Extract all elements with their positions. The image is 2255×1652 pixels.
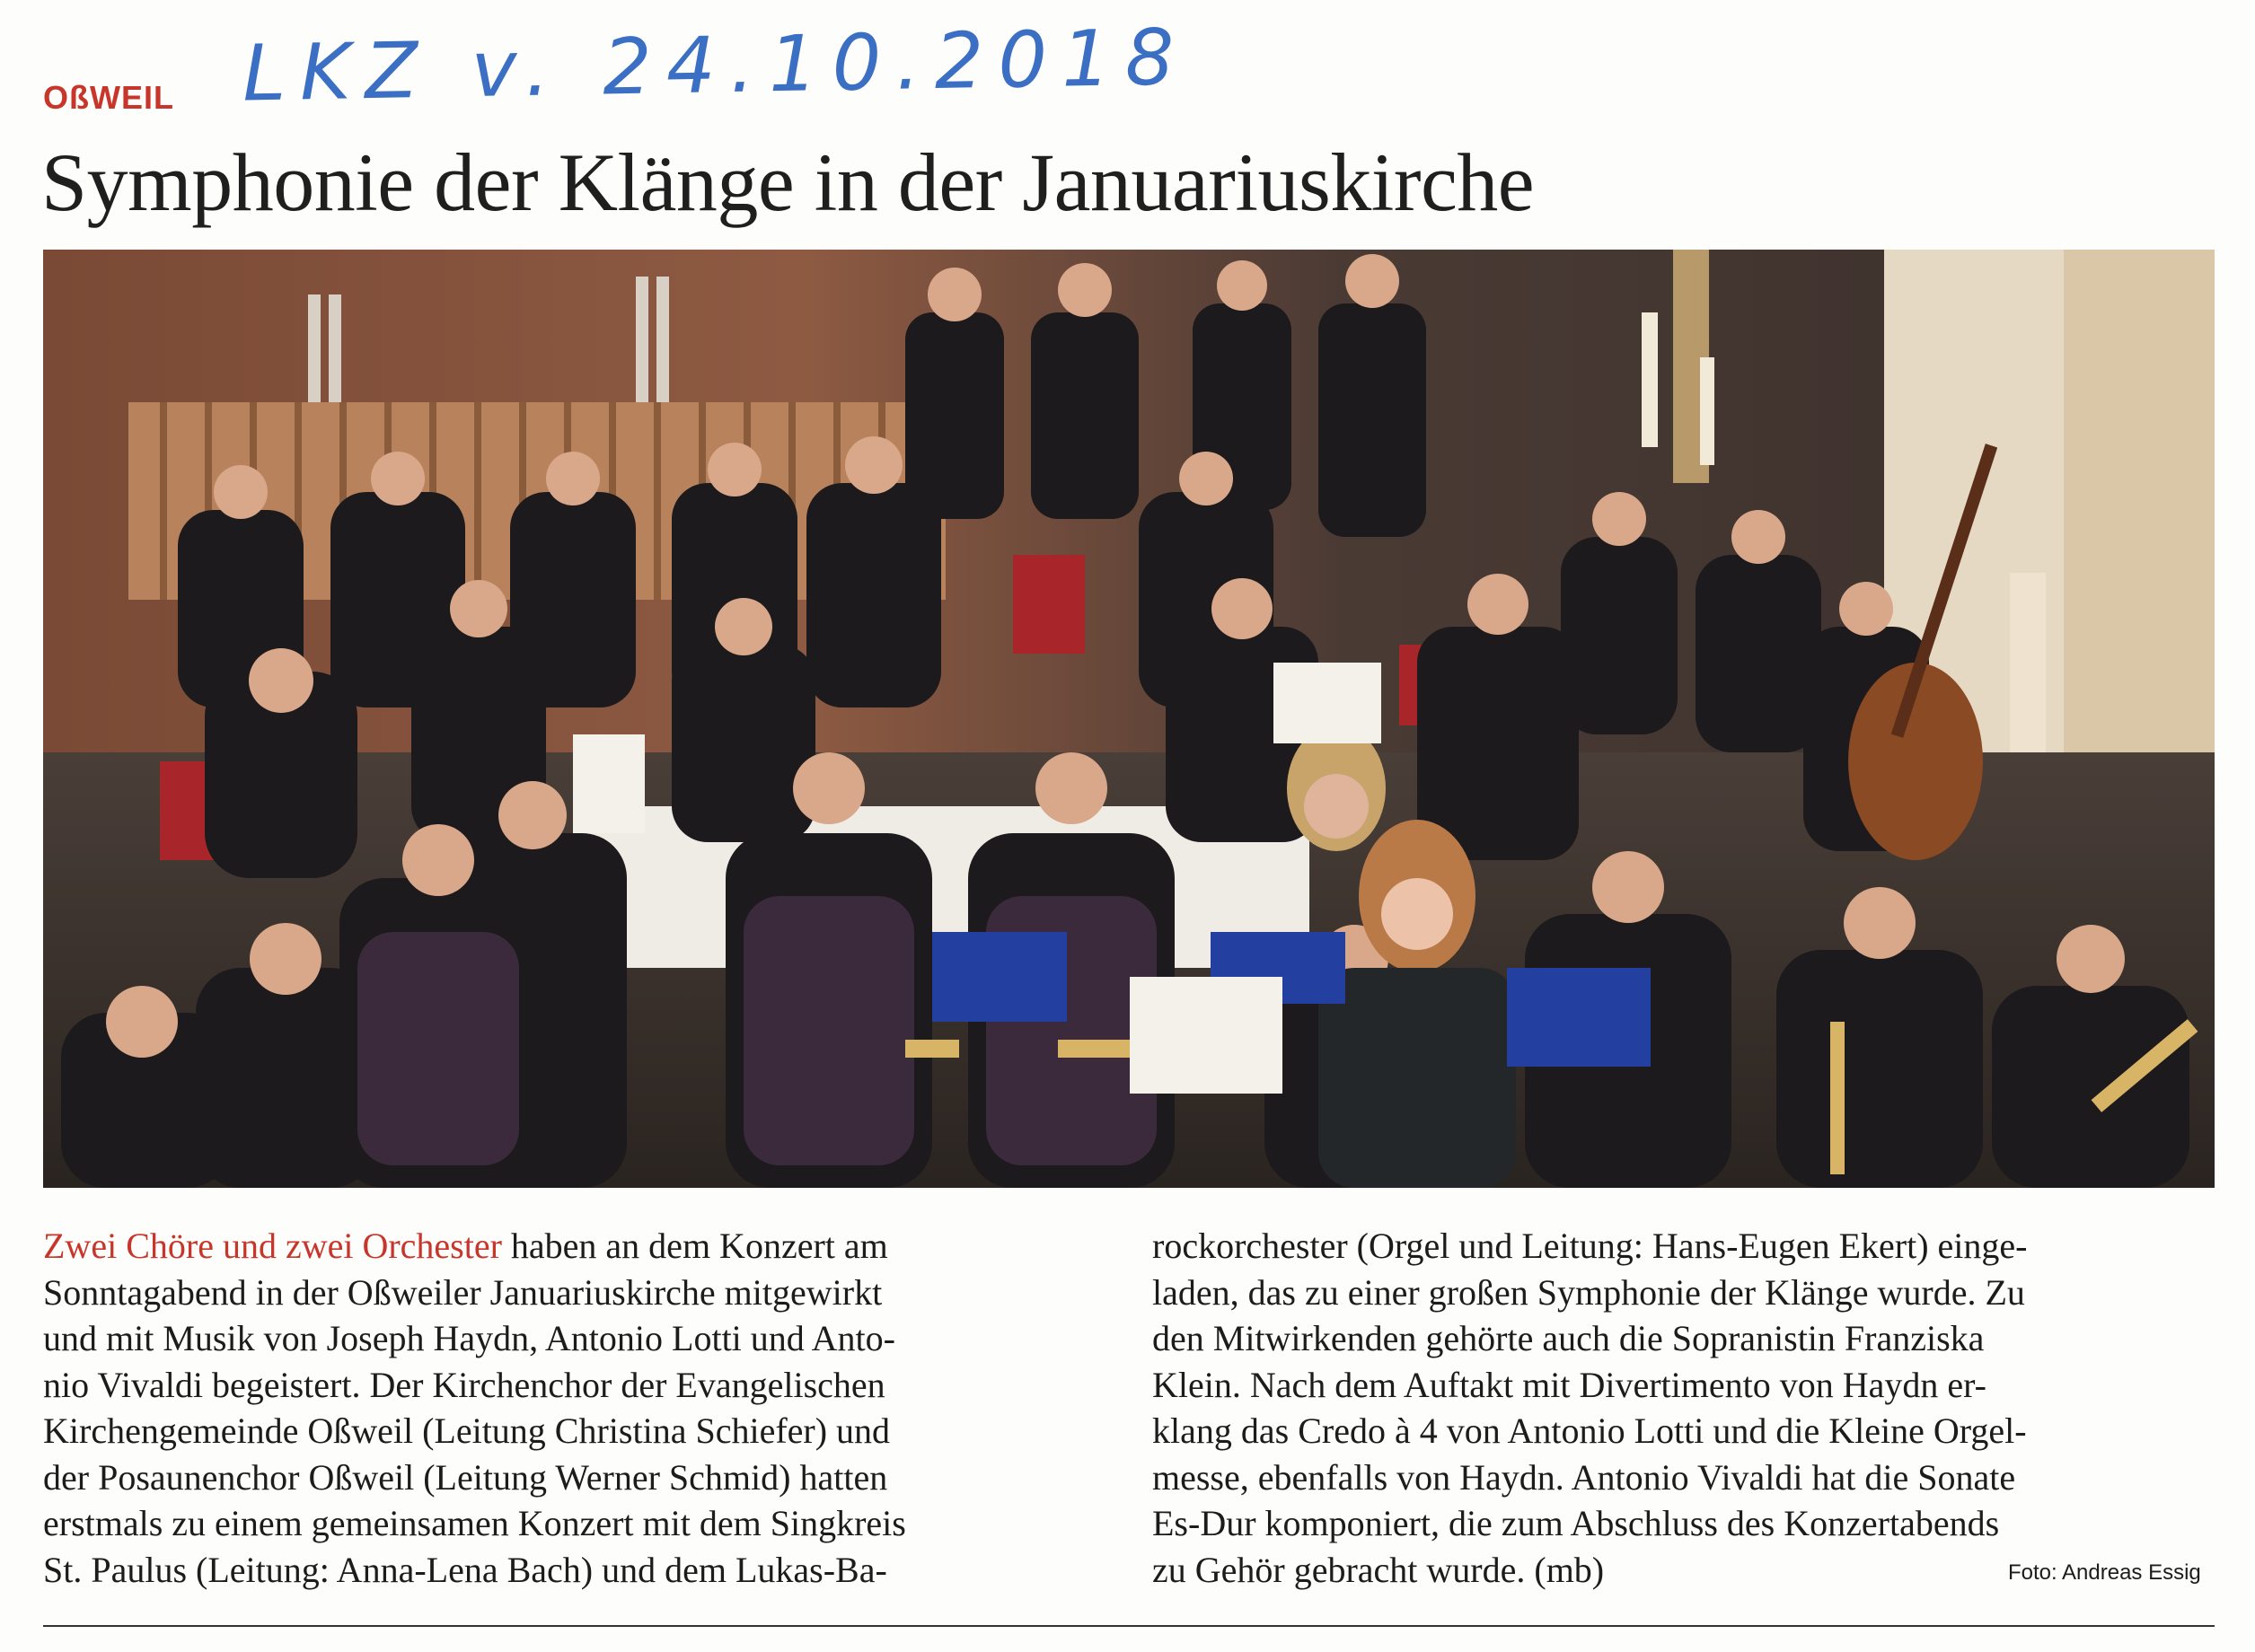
- article-line: laden, das zu einer großen Symphonie der Klänge wurde. Zu: [1152, 1271, 2025, 1313]
- article-line: rockorchester (Orgel und Leitung: Hans-Eugen Ekert) einge-: [1152, 1226, 2028, 1266]
- article-line: der Posaunenchor Oßweil (Leitung Werner Schmid) hatten: [43, 1456, 888, 1498]
- article-headline: Symphonie der Klänge in der Januariuskirche: [41, 136, 1535, 228]
- article-line: Klein. Nach dem Auftakt mit Divertimento von Haydn er-: [1152, 1364, 1986, 1405]
- article-line: Zwei Chöre und zwei Orchester haben an dem Konzert am: [43, 1226, 888, 1266]
- article-line: Sonntagabend in der Oßweiler Januariuskirche mitgewirkt: [43, 1271, 883, 1313]
- location-kicker: OßWEIL: [43, 79, 174, 116]
- article-line: Kirchengemeinde Oßweil (Leitung Christina Schiefer) und: [43, 1410, 891, 1451]
- article-column-2: [1152, 1223, 2230, 1593]
- article-column-1: [43, 1223, 1121, 1593]
- article-line: nio Vivaldi begeistert. Der Kirchenchor der Evangelischen: [43, 1364, 885, 1405]
- article-line: zu Gehör gebracht wurde. (mb): [1152, 1549, 1605, 1590]
- handwritten-date-note: LKZ v. 24.10.2018: [242, 13, 1190, 119]
- article-line: klang das Credo à 4 von Antonio Lotti und die Kleine Orgel-: [1152, 1410, 2027, 1451]
- concert-photo-illustration: [43, 250, 2215, 1188]
- article-line: messe, ebenfalls von Haydn. Antonio Vivaldi hat die Sonate: [1152, 1456, 2016, 1498]
- bottom-divider: [43, 1625, 2215, 1627]
- article-line: erstmals zu einem gemeinsamen Konzert mit dem Singkreis: [43, 1503, 906, 1543]
- article-line: St. Paulus (Leitung: Anna-Lena Bach) und dem Lukas-Ba-: [43, 1549, 887, 1590]
- article-line: und mit Musik von Joseph Haydn, Antonio Lotti und Anto-: [43, 1318, 895, 1358]
- article-line: den Mitwirkenden gehörte auch die Sopranistin Franziska: [1152, 1318, 1985, 1358]
- article-line: Es-Dur komponiert, die zum Abschluss des Konzertabends: [1152, 1503, 2000, 1543]
- article-lead: Zwei Chöre und zwei Orchester: [43, 1226, 502, 1266]
- photo-credit: Foto: Andreas Essig: [2008, 1560, 2201, 1585]
- concert-photo: [43, 250, 2215, 1188]
